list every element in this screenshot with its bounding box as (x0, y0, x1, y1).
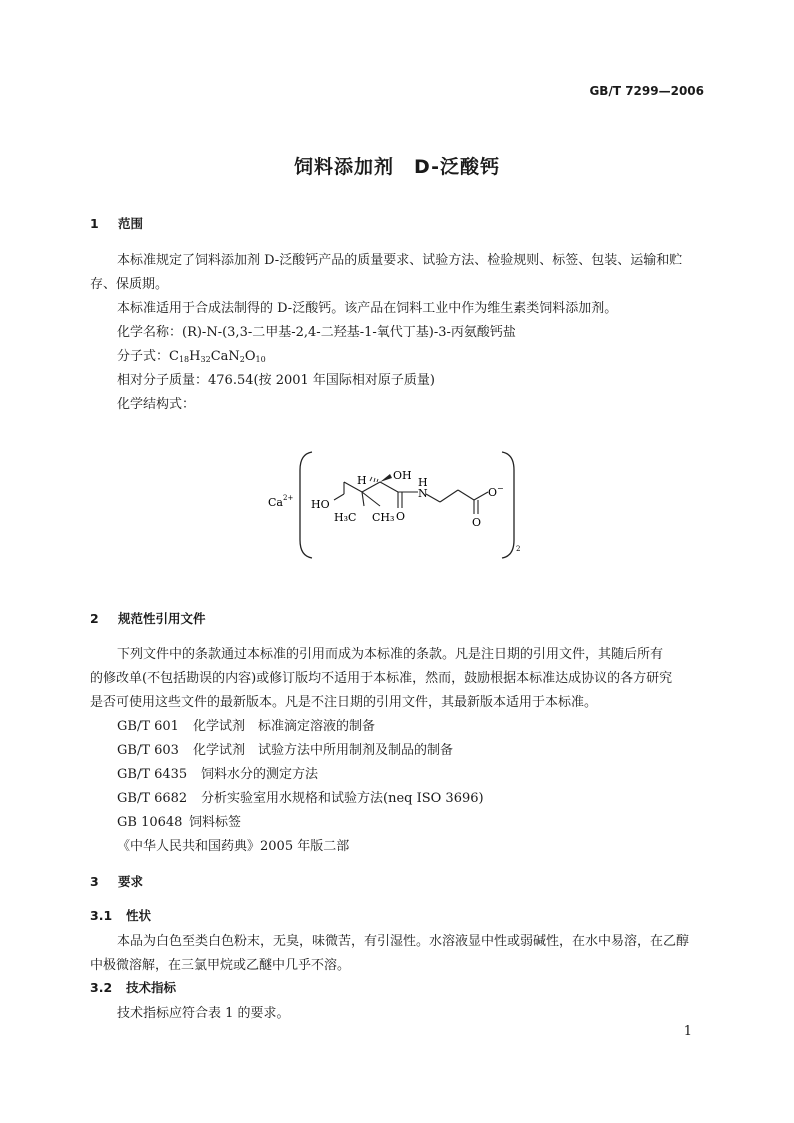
paragraph-line: 本标准适用于合成法制得的 D-泛酸钙。该产品在饲料工业中作为维生素类饲料添加剂。 (117, 301, 618, 316)
reference-item (117, 811, 241, 830)
section-number: 3 (90, 874, 99, 889)
carboxyl-oxygen-label: O (472, 516, 482, 529)
chemical-structure-diagram (262, 448, 542, 564)
hashed-bond (370, 477, 378, 482)
reference-title: 化学试剂 试验方法中所用制剂及制品的制备 (193, 743, 454, 758)
reference-code: GB/T 6435 (117, 767, 188, 782)
section-title: 技术指标 (126, 980, 177, 995)
section-3-2-heading (90, 978, 176, 996)
reference-title: 化学试剂 标准滴定溶液的制备 (193, 719, 376, 734)
section-number: 1 (90, 216, 99, 231)
section-title: 性状 (126, 908, 152, 923)
right-bracket (502, 452, 514, 558)
formula-subscript: 2 (239, 355, 245, 364)
oxygen-anion-label: O− (488, 484, 504, 499)
reference-code: GB/T 601 (117, 719, 179, 734)
reference-item (117, 763, 318, 782)
paragraph-line: 下列文件中的条款通过本标准的引用而成为本标准的条款。凡是注日期的引用文件，其随后所有 (117, 647, 664, 662)
nitrogen-label: N (418, 487, 428, 500)
section-title: 规范性引用文件 (118, 611, 206, 626)
title-part1: 饲料添加剂 (293, 156, 394, 178)
bracket-subscript: 2 (516, 545, 521, 553)
h-stereo-label: H (357, 474, 367, 487)
reference-item (117, 715, 375, 734)
page-title (0, 152, 794, 179)
formula-part: C (169, 349, 179, 364)
paragraph-line: 本品为白色至类白色粉末，无臭，味微苦，有引湿性。水溶液显中性或弱碱性，在水中易溶，在乙醇 (117, 934, 690, 949)
paragraph-line: 存、保质期。 (90, 277, 169, 292)
reference-title: 饲料水分的测定方法 (201, 767, 319, 782)
paragraph-line: 本标准规定了饲料添加剂 D-泛酸钙产品的质量要求、试验方法、检验规则、标签、包装、运输和贮 (117, 253, 683, 268)
nh-label: H (418, 476, 428, 489)
molecular-mass: 相对分子质量：476.54(按 2001 年国际相对原子质量) (117, 373, 435, 388)
reference-item-pharmacopoeia: 《中华人民共和国药典》2005 年版二部 (117, 839, 350, 854)
h3c-label: H₃C (334, 511, 357, 524)
calcium-label: $Ca^{2+}$ (268, 494, 294, 509)
section-1-heading (90, 214, 143, 232)
section-3-heading (90, 872, 143, 890)
formula-part: O (244, 349, 256, 364)
formula-part: CaN (210, 349, 240, 364)
section-number: 3.2 (90, 980, 113, 995)
formula-subscript: 10 (255, 355, 266, 364)
reference-code: GB/T 6682 (117, 791, 188, 806)
reference-title: 饲料标签 (189, 815, 242, 830)
ho-left-label: HO (311, 498, 330, 511)
paragraph-line: 是否可使用这些文件的最新版本。凡是不注日期的引用文件，其最新版本适用于本标准。 (90, 695, 598, 710)
paragraph-line: 的修改单(不包括勘误的内容)或修订版均不适用于本标准，然而，鼓励根据本标准达成协议的各方研究 (90, 671, 673, 686)
formula-subscript: 18 (178, 355, 190, 364)
wedge-bond (380, 474, 392, 482)
ch3-label: CH₃ (372, 511, 395, 524)
reference-item (117, 787, 484, 806)
title-part2: D-泛酸钙 (414, 156, 501, 178)
reference-title: 分析实验室用水规格和试验方法(neq ISO 3696) (201, 791, 484, 806)
reference-code: GB/T 603 (117, 743, 179, 758)
carbonyl-oxygen-label: O (396, 510, 406, 523)
standard-number: GB/T 7299—2006 (589, 84, 704, 98)
paragraph-line: 中极微溶解，在三氯甲烷或乙醚中几乎不溶。 (90, 958, 351, 973)
molecular-formula (117, 345, 266, 364)
reference-code: GB 10648 (117, 815, 183, 830)
section-number: 3.1 (90, 908, 113, 923)
oh-label: OH (393, 469, 412, 482)
paragraph-line: 技术指标应符合表 1 的要求。 (117, 1006, 290, 1021)
section-3-1-heading (90, 906, 151, 924)
formula-label: 分子式： (117, 349, 170, 364)
chemical-name: 化学名称：(R)-N-(3,3-二甲基-2,4-二羟基-1-氧代丁基)-3-丙氨酸钙盐 (117, 325, 516, 340)
page-number: 1 (683, 1024, 692, 1039)
structure-label: 化学结构式： (117, 397, 196, 412)
reference-item (117, 739, 453, 758)
section-number: 2 (90, 611, 99, 626)
formula-part: H (189, 349, 201, 364)
section-title: 要求 (118, 874, 144, 889)
section-title: 范围 (118, 216, 144, 231)
formula-subscript: 32 (200, 355, 211, 364)
section-2-heading (90, 609, 206, 627)
